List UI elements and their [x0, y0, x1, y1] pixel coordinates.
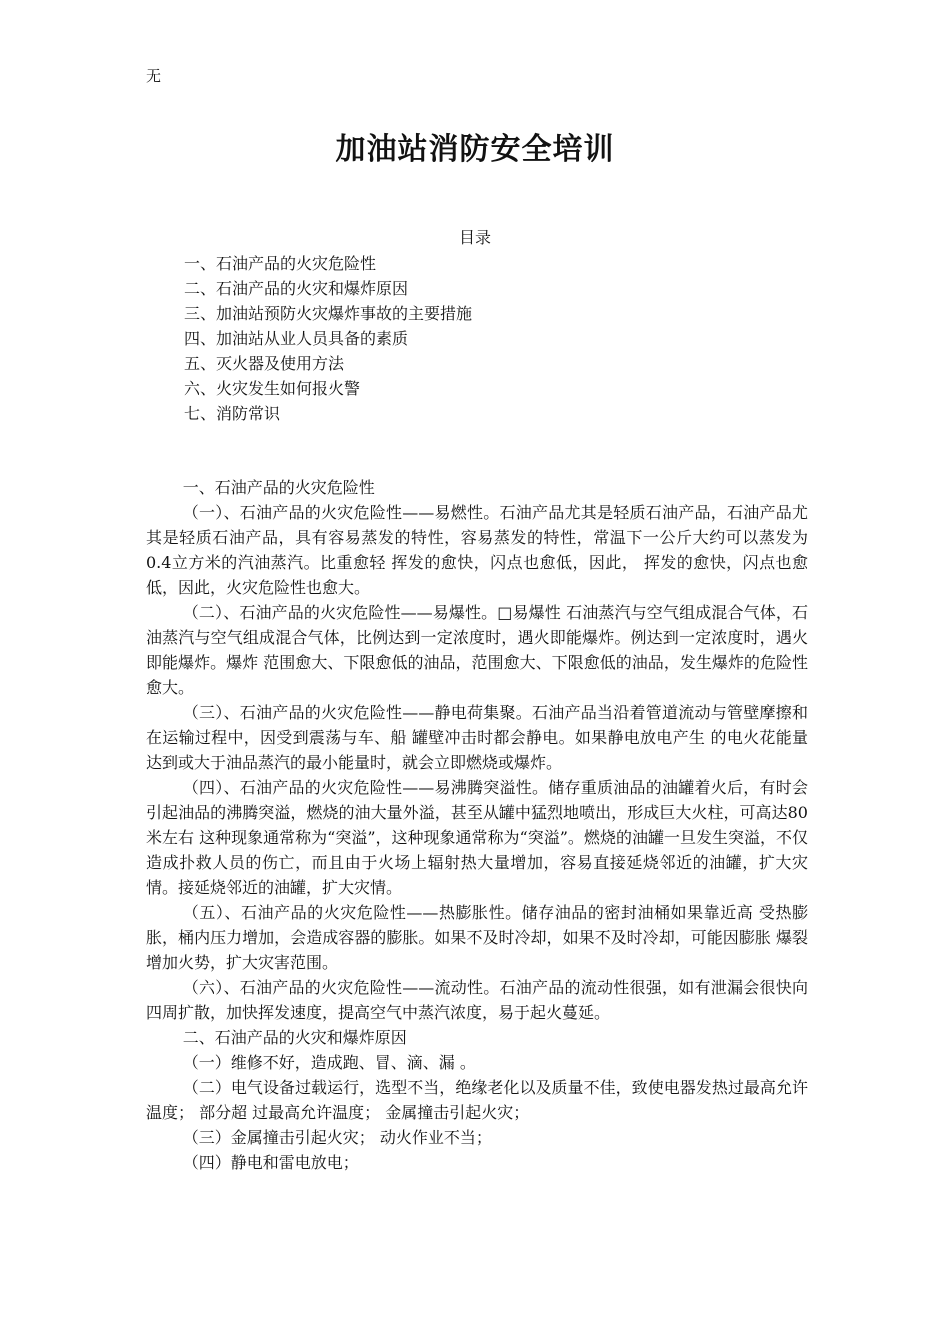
- toc-item: 四、加油站从业人员具备的素质: [184, 329, 409, 348]
- body-paragraph: （五）、石油产品的火灾危险性——热膨胀性。储存油品的密封油桶如果靠近高 受热膨胀，桶内压力增加，会造成容器的膨胀。如果不及时冷却，如果不及时冷却，可能因膨胀 爆裂增加火势，扩大灾害范围。: [146, 903, 808, 972]
- body-paragraph: （四）、石油产品的火灾危险性——易沸腾突溢性。储存重质油品的油罐着火后，有时会引起油品的沸腾突溢，燃烧的油大量外溢，甚至从罐中猛烈地喷出，形成巨大火柱，可高达80米左右 这种现象通常称为“突溢”，这种现象通常称为“突溢”。燃烧的油罐一旦发生突溢，不仅造成扑救人员的伤亡，而且由于火场上辐射热大量增加，容易直接延烧邻近的油罐，扩大灾情。接延烧邻近的油罐，扩大灾情。: [146, 778, 808, 897]
- toc-item: 二、石油产品的火灾和爆炸原因: [184, 279, 409, 298]
- toc-heading: 目录: [458, 228, 491, 247]
- toc-item: 一、石油产品的火灾危险性: [184, 254, 377, 273]
- body-paragraph: （二）、石油产品的火灾危险性——易爆性。□易爆性 石油蒸汽与空气组成混合气体，石油蒸汽与空气组成混合气体，比例达到一定浓度时，遇火即能爆炸。例达到一定浓度时，遇火即能爆炸。爆炸 范围愈大、下限愈低的油品，范围愈大、下限愈低的油品，发生爆炸的危险性愈大。: [146, 603, 808, 697]
- toc-item: 五、灭火器及使用方法: [184, 354, 345, 373]
- body-paragraph: （四）静电和雷电放电；: [182, 1153, 359, 1172]
- body-paragraph: （三）、石油产品的火灾危险性——静电荷集聚。石油产品当沿着管道流动与管壁摩擦和在运输过程中，因受到震荡与车、船 罐壁冲击时都会静电。如果静电放电产生 的电火花能量达到或大于油品蒸汽的最小能量时，就会立即燃烧或爆炸。: [146, 703, 808, 772]
- toc-item: 七、消防常识: [184, 404, 281, 423]
- body-paragraph: （六）、石油产品的火灾危险性——流动性。石油产品的流动性很强，如有泄漏会很快向四周扩散，加快挥发速度，提高空气中蒸汽浓度，易于起火蔓延。: [146, 978, 808, 1022]
- body-paragraph: （一）、石油产品的火灾危险性——易燃性。石油产品尤其是轻质石油产品，石油产品尤其是轻质石油产品，具有容易蒸发的特性，容易蒸发的特性，常温下一公斤大约可以蒸发为0.4立方米的汽油蒸汽。比重愈轻 挥发的愈快，闪点也愈低，因此， 挥发的愈快，闪点也愈低，因此，火灾危险性也愈大。: [146, 503, 808, 597]
- section-heading: 二、石油产品的火灾和爆炸原因: [182, 1028, 407, 1047]
- section-heading: 一、石油产品的火灾危险性: [182, 478, 375, 497]
- toc-item: 六、火灾发生如何报火警: [184, 379, 361, 398]
- table-of-contents: [184, 251, 472, 426]
- document-body: [146, 475, 808, 1175]
- document-title: 加油站消防安全培训: [335, 132, 615, 167]
- header-mark: 无: [146, 67, 162, 85]
- toc-item: 三、加油站预防火灾爆炸事故的主要措施: [184, 304, 473, 323]
- body-paragraph: （三）金属撞击引起火灾； 动火作业不当；: [182, 1128, 492, 1147]
- body-paragraph: （二）电气设备过载运行，选型不当，绝缘老化以及质量不佳，致使电器发热过最高允许温度； 部分超 过最高允许温度； 金属撞击引起火灾；: [146, 1078, 808, 1122]
- body-paragraph: （一）维修不好，造成跑、冒、滴、漏 。: [182, 1053, 476, 1072]
